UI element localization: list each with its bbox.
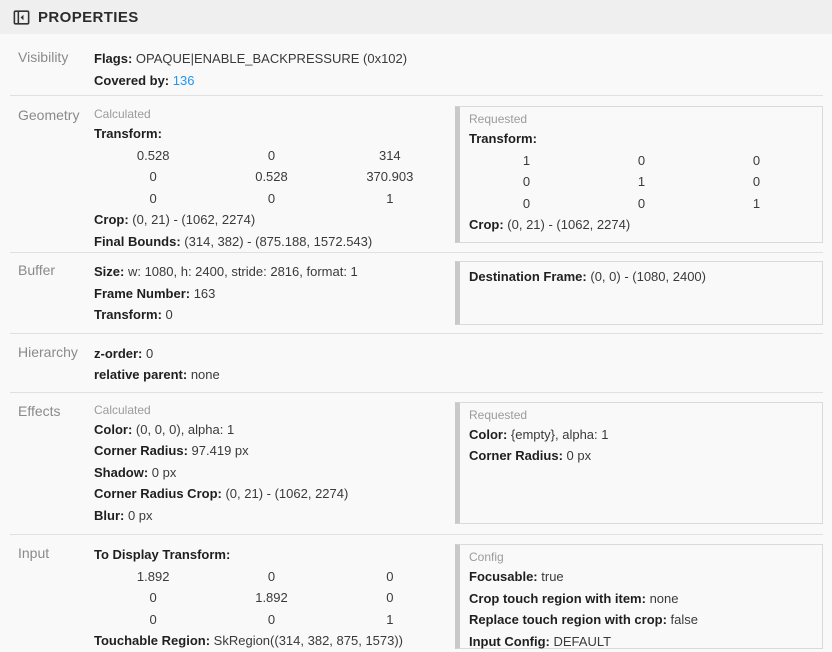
requested-crop-row: Crop: (0, 21) - (1062, 2274) [469,217,631,232]
to-display-transform-matrix: 1.892 0 0 0 1.892 0 0 0 1 [136,568,394,627]
crop-row: Crop: (0, 21) - (1062, 2274) [94,212,256,227]
section-buffer [10,253,823,334]
final-bounds-row: Final Bounds: (314, 382) - (875.188, 1572.543) [94,233,373,249]
collapse-panel-icon [12,8,31,27]
section-effects [10,393,823,536]
input-config-card [455,544,823,649]
section-label-visibility: Visibility [18,49,69,65]
requested-corner-radius-row: Corner Radius: 0 px [469,448,592,463]
section-hierarchy [10,334,823,393]
section-geometry [10,96,823,253]
requested-transform-row: Transform: [469,131,537,146]
buffer-destination-card [455,261,823,325]
section-label-input: Input [18,545,50,561]
visibility-content [94,48,823,91]
group-label-requested: Requested [469,407,528,422]
section-label-buffer: Buffer [18,262,56,278]
covered-by-row: Covered by: 136 [94,72,195,88]
group-label-requested: Requested [469,112,528,126]
crop-touch-region-row: Crop touch region with item: none [469,590,679,606]
destination-frame-row: Destination Frame: (0, 0) - (1080, 2400) [469,269,706,284]
z-order-row: z-order: 0 [94,345,154,361]
corner-radius-row: Corner Radius: 97.419 px [94,443,249,458]
replace-touch-region-row: Replace touch region with crop: false [469,612,699,627]
input-content [94,544,455,652]
section-visibility [10,34,823,96]
flags-row: Flags: OPAQUE|ENABLE_BACKPRESSURE (0x102) [94,51,408,66]
input-config-row: Input Config: DEFAULT [469,633,612,649]
buffer-size-row: Size: w: 1080, h: 2400, stride: 2816, format: 1 [94,264,358,279]
page-title: PROPERTIES [38,8,139,26]
calculated-transform-matrix: 0.528 0 314 0 0.528 370.903 0 0 1 [136,147,414,206]
effects-calculated-group [94,402,455,527]
buffer-transform-row: Transform: 0 [94,307,173,322]
section-label-hierarchy: Hierarchy [18,343,78,360]
section-label-effects: Effects [18,402,61,419]
frame-number-row: Frame Number: 163 [94,285,216,301]
requested-color-row: Color: {empty}, alpha: 1 [469,426,609,442]
relative-parent-row: relative parent: none [94,367,220,382]
group-label-calculated: Calculated [94,402,151,417]
properties-sections [0,34,832,652]
properties-header [0,0,832,34]
group-label-calculated: Calculated [94,107,151,121]
to-display-transform-row: To Display Transform: [94,547,231,562]
group-label-config: Config [469,550,504,564]
color-row: Color: (0, 0, 0), alpha: 1 [94,421,235,437]
effects-requested-card [455,402,823,524]
transform-row: Transform: [94,126,162,141]
blur-row: Blur: 0 px [94,507,153,523]
geometry-calculated-group [94,106,455,252]
section-label-geometry: Geometry [18,107,80,123]
geometry-requested-card [455,106,823,243]
focusable-row: Focusable: true [469,569,564,584]
touchable-region-row: Touchable Region: SkRegion((314, 382, 875, 1573)) [94,633,404,648]
covered-by-link[interactable]: 136 [172,72,195,88]
requested-transform-matrix: 1 0 0 0 1 0 0 0 1 [522,152,761,211]
shadow-row: Shadow: 0 px [94,464,177,480]
section-input [10,535,823,652]
hierarchy-content [94,343,823,386]
corner-radius-crop-row: Corner Radius Crop: (0, 21) - (1062, 2274) [94,486,349,501]
buffer-content [94,261,455,326]
